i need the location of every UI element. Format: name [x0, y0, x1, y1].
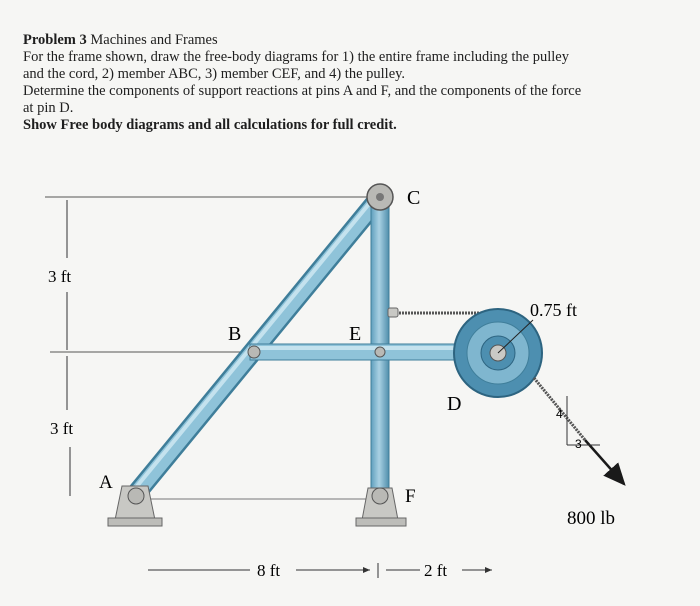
pin-C-center — [376, 193, 384, 201]
problem-line-2: and the cord, 2) member ABC, 3) member CEF, and 4) the pulley. — [23, 66, 406, 82]
label-E: E — [349, 323, 362, 345]
problem-emphasis: Show Free body diagrams and all calculations for full credit. — [23, 117, 397, 133]
dim-lower-height: 3 ft — [50, 419, 74, 438]
member-ABC-highlight — [133, 193, 378, 491]
dim-upper-height: 3 ft — [48, 267, 72, 286]
pin-E — [375, 347, 385, 357]
pin-A — [128, 488, 144, 504]
label-F: F — [405, 486, 416, 507]
problem-line-1: For the frame shown, draw the free-body diagrams for 1) the entire frame including the pulley — [23, 49, 569, 65]
load-arrow — [585, 440, 624, 484]
problem-line-4: at pin D. — [23, 100, 74, 116]
dim-horizontal-FD: 2 ft — [424, 561, 448, 580]
load-label: 800 lb — [567, 508, 616, 529]
support-A-base — [108, 518, 162, 526]
pin-B — [248, 346, 260, 358]
problem-title: Machines and Frames — [90, 32, 218, 48]
problem-number: Problem 3 — [23, 32, 87, 48]
problem-line-3: Determine the components of support reactions at pins A and F, and the components of the force — [23, 83, 582, 99]
label-D: D — [447, 393, 462, 415]
label-B: B — [228, 323, 242, 345]
slope-run: 3 — [575, 437, 582, 451]
dim-pulley-radius: 0.75 ft — [530, 300, 577, 320]
label-C: C — [407, 187, 421, 209]
pin-F — [372, 488, 388, 504]
slope-rise: 4 — [556, 407, 563, 421]
cord-anchor — [388, 308, 398, 317]
dim-horizontal-AF: 8 ft — [257, 561, 281, 580]
support-F-base — [356, 518, 406, 526]
label-A: A — [99, 472, 113, 493]
